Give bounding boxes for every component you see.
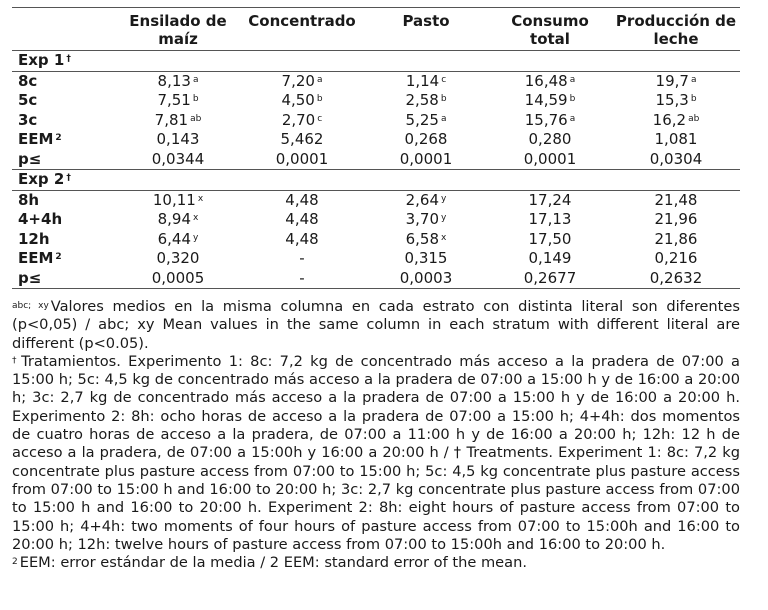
- cell-value: 0,216: [654, 249, 698, 267]
- footnote-text: Valores medios en la misma columna en cada estrato con distinta literal son diferentes (p<0,05) / abc; xy Mean values in the same column in each stratum with different literal are different (p<0.05).: [12, 298, 740, 352]
- table-cell: [488, 190, 612, 210]
- column-header: Producción de leche: [612, 8, 740, 51]
- cell-value: 4,50: [281, 91, 315, 109]
- table-cell: [364, 130, 488, 150]
- cell-value: 2,58: [405, 91, 439, 109]
- cell-value: 6,44: [157, 229, 192, 248]
- cell-letter: b: [440, 94, 447, 104]
- table-row: [12, 249, 740, 269]
- table-cell: [488, 71, 612, 91]
- column-header: Consumo total: [488, 8, 612, 51]
- cell-letter: x: [441, 232, 447, 243]
- cell-letter: a: [192, 74, 199, 85]
- table-row: [12, 91, 740, 111]
- cell-value: 3,70: [405, 210, 440, 228]
- footnote-marker: †: [12, 355, 20, 366]
- cell-value: 14,59: [524, 91, 568, 109]
- row-label: [12, 190, 116, 210]
- table-cell: [240, 91, 364, 111]
- table-cell: [612, 210, 740, 230]
- cell-value: 0,143: [156, 130, 200, 148]
- cell-value: 0,2632: [649, 268, 703, 287]
- cell-value: 0,0001: [275, 149, 329, 168]
- cell-value: 0,0005: [151, 268, 205, 287]
- table-cell: [240, 71, 364, 91]
- cell-value: 0,149: [528, 249, 572, 267]
- row-label-text: 8h: [18, 190, 40, 209]
- cell-value: 0,0344: [151, 149, 205, 168]
- cell-value: 10,11: [152, 190, 196, 209]
- cell-value: 1,081: [654, 130, 698, 148]
- table-cell: [488, 150, 612, 170]
- table-row: [12, 71, 740, 91]
- column-header: Ensilado de maíz: [116, 8, 240, 51]
- table-cell: [116, 150, 240, 170]
- cell-value: 2,64: [405, 190, 440, 209]
- table-cell: [612, 150, 740, 170]
- row-label-text: p≤: [18, 268, 42, 287]
- cell-letter: a: [690, 74, 697, 85]
- row-label: [12, 210, 116, 230]
- column-header: Concentrado: [240, 8, 364, 51]
- table-cell: [240, 111, 364, 131]
- row-label-text: 8c: [18, 71, 38, 90]
- table-cell: [364, 91, 488, 111]
- table-cell: [364, 210, 488, 230]
- table-cell: [364, 71, 488, 91]
- table-cell: [116, 230, 240, 250]
- cell-value: 0,315: [404, 249, 448, 267]
- table-row: [12, 230, 740, 250]
- group-label: [12, 170, 740, 191]
- cell-value: 21,86: [654, 229, 698, 248]
- cell-value: 8,13: [157, 71, 191, 90]
- table-cell: [488, 269, 612, 289]
- table-cell: [240, 190, 364, 210]
- cell-letter: ab: [688, 113, 700, 124]
- group-row: [12, 170, 740, 191]
- cell-value: -: [299, 249, 305, 267]
- cell-letter: y: [193, 232, 199, 243]
- footnote-text: Tratamientos. Experimento 1: 8c: 7,2 kg de concentrado más acceso a la pradera de 07:00 a 15:00 h; 5c: 4,5 kg de concentrado más acceso a la pradera de 07:00 a 15:00 h y de 16:00 a 20:00 h; 3c: 2,7 kg de concentrado más acceso a la pradera de 07:00 a 15:00 h y de 16:00 a 20:00 h. Experimento 2: 8h: ocho horas de acceso a la pradera de 07:00 a 15:00 h; 4+4h: dos momentos de cuatro horas de acceso a la pradera, de 07:00 a 11:00 h y de 16:00 a 20:00 h; 12h: 12 h de acceso a la pradera, de 07:00 a 15:00h y 16:00 a 20:00 h / † Treatments. Experiment 1: 8c: 7,2 kg concentrate plus pasture access from 07:00 to 15:00 h; 5c: 4,5 kg concentrate plus pasture access from 07:00 to 15:00 h and 16:00 to 20:00 h; 3c: 2,7 kg concentrate plus pasture access from 07:00 to 15:00 h and 16:00 to 20:00 h. Experiment 2: 8h: eight hours of pasture access from 07:00 to 15:00 h; 4+4h: two moments of four hours of pasture access from 07:00 to 15:00h and 16:00 to 20:00 h; 12h: twelve hours of pasture access from 07:00 to 15:00h and 16:00 to 20:00 h.: [12, 352, 741, 553]
- row-label-text: 3c: [18, 110, 38, 129]
- table-cell: [612, 91, 740, 111]
- row-label: [12, 71, 116, 91]
- cell-value: 5,25: [405, 110, 439, 129]
- table-cell: [116, 269, 240, 289]
- table-cell: [364, 249, 488, 269]
- cell-value: 0,0001: [523, 149, 577, 168]
- table-cell: [240, 230, 364, 250]
- cell-letter: ab: [190, 113, 202, 124]
- footnote-text: EEM: error estándar de la media / 2 EEM: standard error of the mean.: [19, 554, 527, 572]
- table-cell: [116, 111, 240, 131]
- table-row: [12, 111, 740, 131]
- table-cell: [240, 269, 364, 289]
- table-container: [12, 7, 740, 572]
- row-label: [12, 269, 116, 289]
- cell-letter: b: [316, 94, 323, 104]
- table-cell: [488, 210, 612, 230]
- group-label-text: Exp 1: [18, 51, 65, 69]
- cell-value: 16,48: [524, 71, 568, 90]
- footnote: [12, 298, 740, 353]
- cell-value: 21,96: [654, 210, 698, 228]
- cell-value: 2,70: [281, 110, 316, 129]
- cell-letter: y: [441, 193, 447, 204]
- cell-value: 7,81: [154, 110, 189, 129]
- table-cell: [116, 190, 240, 210]
- table-row: [12, 190, 740, 210]
- cell-value: 17,13: [528, 210, 572, 228]
- cell-value: 6,58: [405, 229, 440, 248]
- table-cell: [364, 150, 488, 170]
- cell-letter: b: [690, 94, 697, 104]
- cell-letter: y: [441, 213, 447, 223]
- cell-value: -: [299, 268, 305, 287]
- cell-value: 7,51: [157, 91, 191, 109]
- footnotes: [12, 298, 740, 572]
- table-cell: [612, 249, 740, 269]
- table-cell: [612, 111, 740, 131]
- row-label-text: 12h: [18, 229, 50, 248]
- group-label-sup: †: [66, 173, 71, 183]
- cell-value: 7,20: [281, 71, 315, 90]
- group-label-sup: †: [66, 54, 71, 64]
- results-table: [12, 7, 740, 289]
- footnote-marker: 2: [12, 557, 18, 568]
- table-cell: [364, 230, 488, 250]
- group-label: [12, 51, 740, 72]
- row-label-text: EEM: [18, 249, 54, 267]
- cell-letter: a: [569, 113, 576, 124]
- table-cell: [116, 249, 240, 269]
- table-cell: [488, 249, 612, 269]
- table-cell: [364, 190, 488, 210]
- row-label: [12, 230, 116, 250]
- cell-letter: a: [316, 74, 323, 85]
- table-cell: [116, 210, 240, 230]
- table-cell: [488, 91, 612, 111]
- table-row: [12, 210, 740, 230]
- cell-value: 4,48: [285, 210, 319, 228]
- table-cell: [612, 71, 740, 91]
- cell-value: 15,3: [655, 91, 689, 109]
- group-row: [12, 51, 740, 72]
- cell-value: 17,24: [528, 190, 572, 209]
- table-row: [12, 150, 740, 170]
- footnote: [12, 554, 740, 572]
- column-header: Pasto: [364, 8, 488, 51]
- table-cell: [364, 111, 488, 131]
- header-empty: [12, 8, 116, 51]
- cell-value: 19,7: [655, 71, 689, 90]
- table-cell: [240, 249, 364, 269]
- row-label: [12, 130, 116, 150]
- row-label: [12, 150, 116, 170]
- table-cell: [116, 91, 240, 111]
- cell-value: 21,48: [654, 190, 698, 209]
- cell-value: 0,0001: [399, 149, 453, 168]
- table-cell: [364, 269, 488, 289]
- cell-value: 1,14: [405, 71, 440, 90]
- group-label-text: Exp 2: [18, 170, 65, 188]
- table-cell: [612, 269, 740, 289]
- table-row: [12, 130, 740, 150]
- row-label-text: 4+4h: [18, 210, 63, 228]
- table-cell: [116, 130, 240, 150]
- row-label: [12, 111, 116, 131]
- table-row: [12, 269, 740, 289]
- row-label-text: EEM: [18, 130, 54, 148]
- cell-value: 15,76: [524, 110, 568, 129]
- row-label-sup: 2: [55, 252, 62, 262]
- row-label: [12, 249, 116, 269]
- cell-value: 0,2677: [523, 268, 577, 287]
- table-body: [12, 51, 740, 289]
- cell-value: 0,0003: [399, 268, 453, 287]
- cell-letter: x: [193, 213, 199, 223]
- table-cell: [240, 210, 364, 230]
- footnote-marker: abc; xy: [12, 301, 49, 311]
- table-cell: [612, 190, 740, 210]
- cell-value: 0,268: [404, 130, 448, 148]
- table-cell: [240, 150, 364, 170]
- cell-letter: a: [440, 113, 447, 124]
- cell-value: 4,48: [285, 229, 319, 248]
- row-label: [12, 91, 116, 111]
- row-label-sup: 2: [55, 133, 62, 143]
- cell-value: 17,50: [528, 229, 572, 248]
- cell-letter: x: [197, 193, 204, 204]
- table-cell: [612, 230, 740, 250]
- cell-letter: a: [569, 74, 576, 85]
- cell-value: 0,320: [156, 249, 200, 267]
- row-label-text: 5c: [18, 91, 38, 109]
- table-cell: [240, 130, 364, 150]
- table-cell: [116, 71, 240, 91]
- table-cell: [612, 130, 740, 150]
- table-cell: [488, 130, 612, 150]
- table-cell: [488, 230, 612, 250]
- row-label-text: p≤: [18, 149, 42, 168]
- cell-value: 5,462: [280, 130, 324, 148]
- cell-value: 4,48: [285, 190, 319, 209]
- footnote: [12, 353, 740, 554]
- cell-value: 8,94: [157, 210, 192, 228]
- table-cell: [488, 111, 612, 131]
- cell-value: 0,280: [528, 130, 572, 148]
- cell-letter: c: [317, 113, 323, 124]
- cell-value: 16,2: [652, 110, 687, 129]
- cell-value: 0,0304: [649, 149, 703, 168]
- cell-letter: b: [569, 94, 576, 104]
- cell-letter: c: [441, 74, 447, 85]
- cell-letter: b: [192, 94, 199, 104]
- header-row: [12, 8, 740, 51]
